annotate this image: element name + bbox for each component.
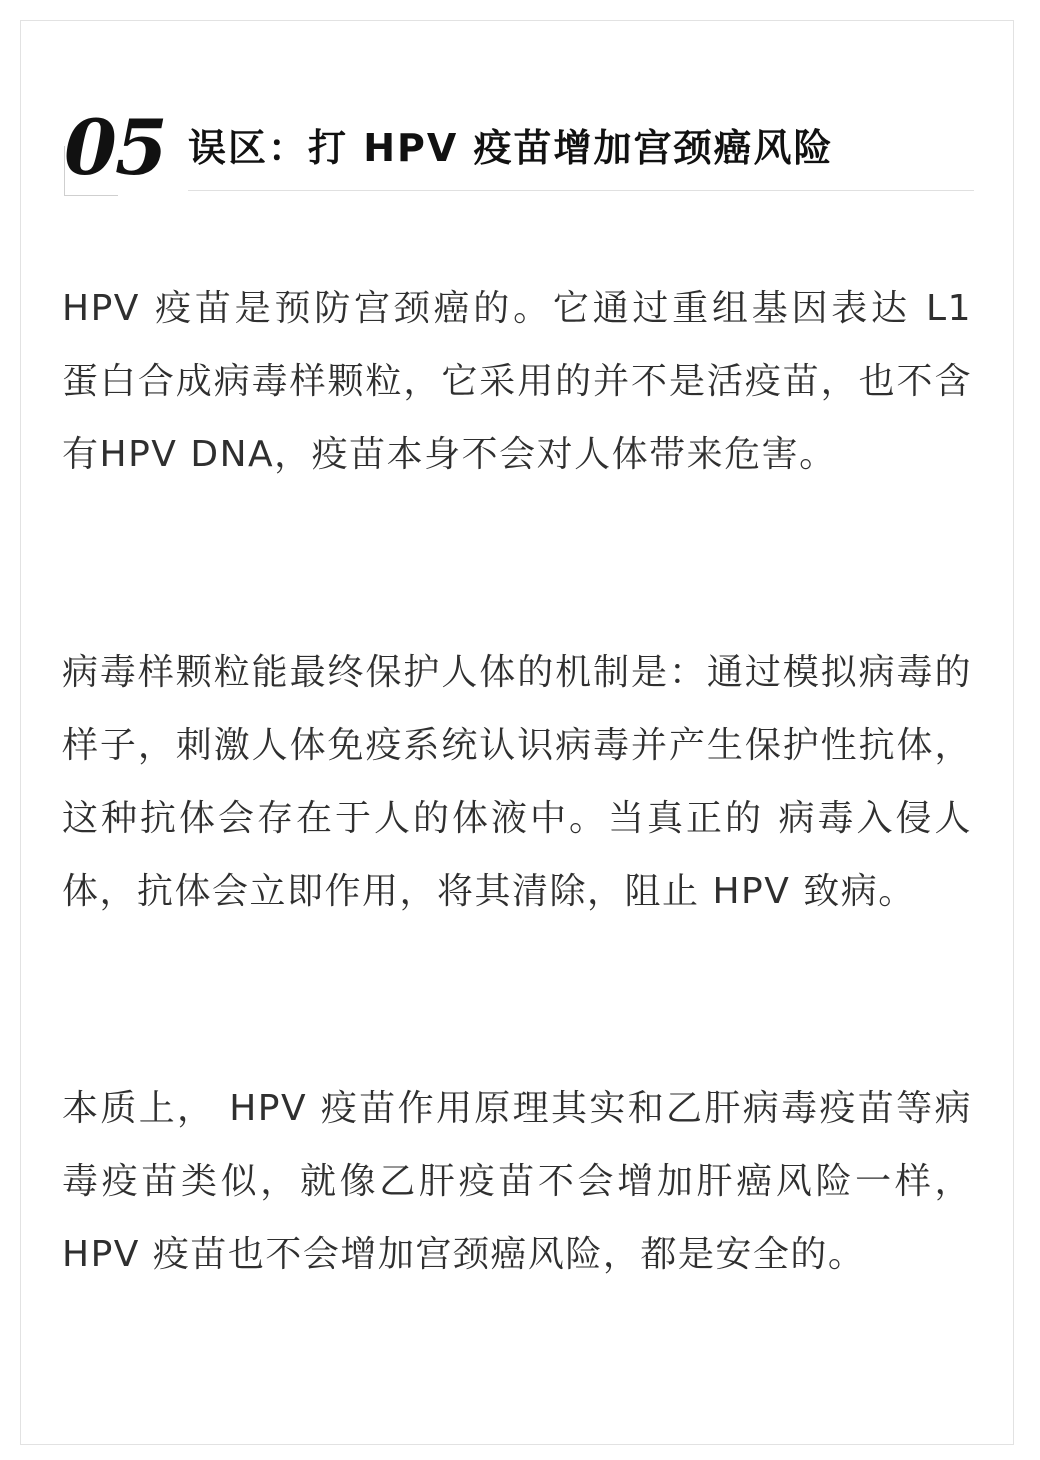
section-title: 误区：打 HPV 疫苗增加宫颈癌风险 [188,126,834,170]
paragraph-vaccine-composition: HPV 疫苗是预防宫颈癌的。它通过重组基因表达 L1 蛋白合成病毒样颗粒，它采用的并不是活疫苗，也不含有HPV DNA，疫苗本身不会对人体带来危害。 [62,288,972,475]
title-divider [188,190,974,191]
section-header [64,103,974,200]
paragraph-protection-mechanism: 病毒样颗粒能最终保护人体的机制是：通过模拟病毒的样子，刺激人体免疫系统认识病毒并产生保护性抗体，这种抗体会存在于人的体液中。当真正的 病毒入侵人体，抗体会立即作用，将其清除，阻止 HPV 致病。 [62,652,972,912]
section-number: 05 [64,103,166,192]
paragraph-safety-conclusion: 本质上， HPV 疫苗作用原理其实和乙肝病毒疫苗等病毒疫苗类似，就像乙肝疫苗不会增加肝癌风险一样，HPV 疫苗也不会增加宫颈癌风险，都是安全的。 [62,1088,972,1275]
